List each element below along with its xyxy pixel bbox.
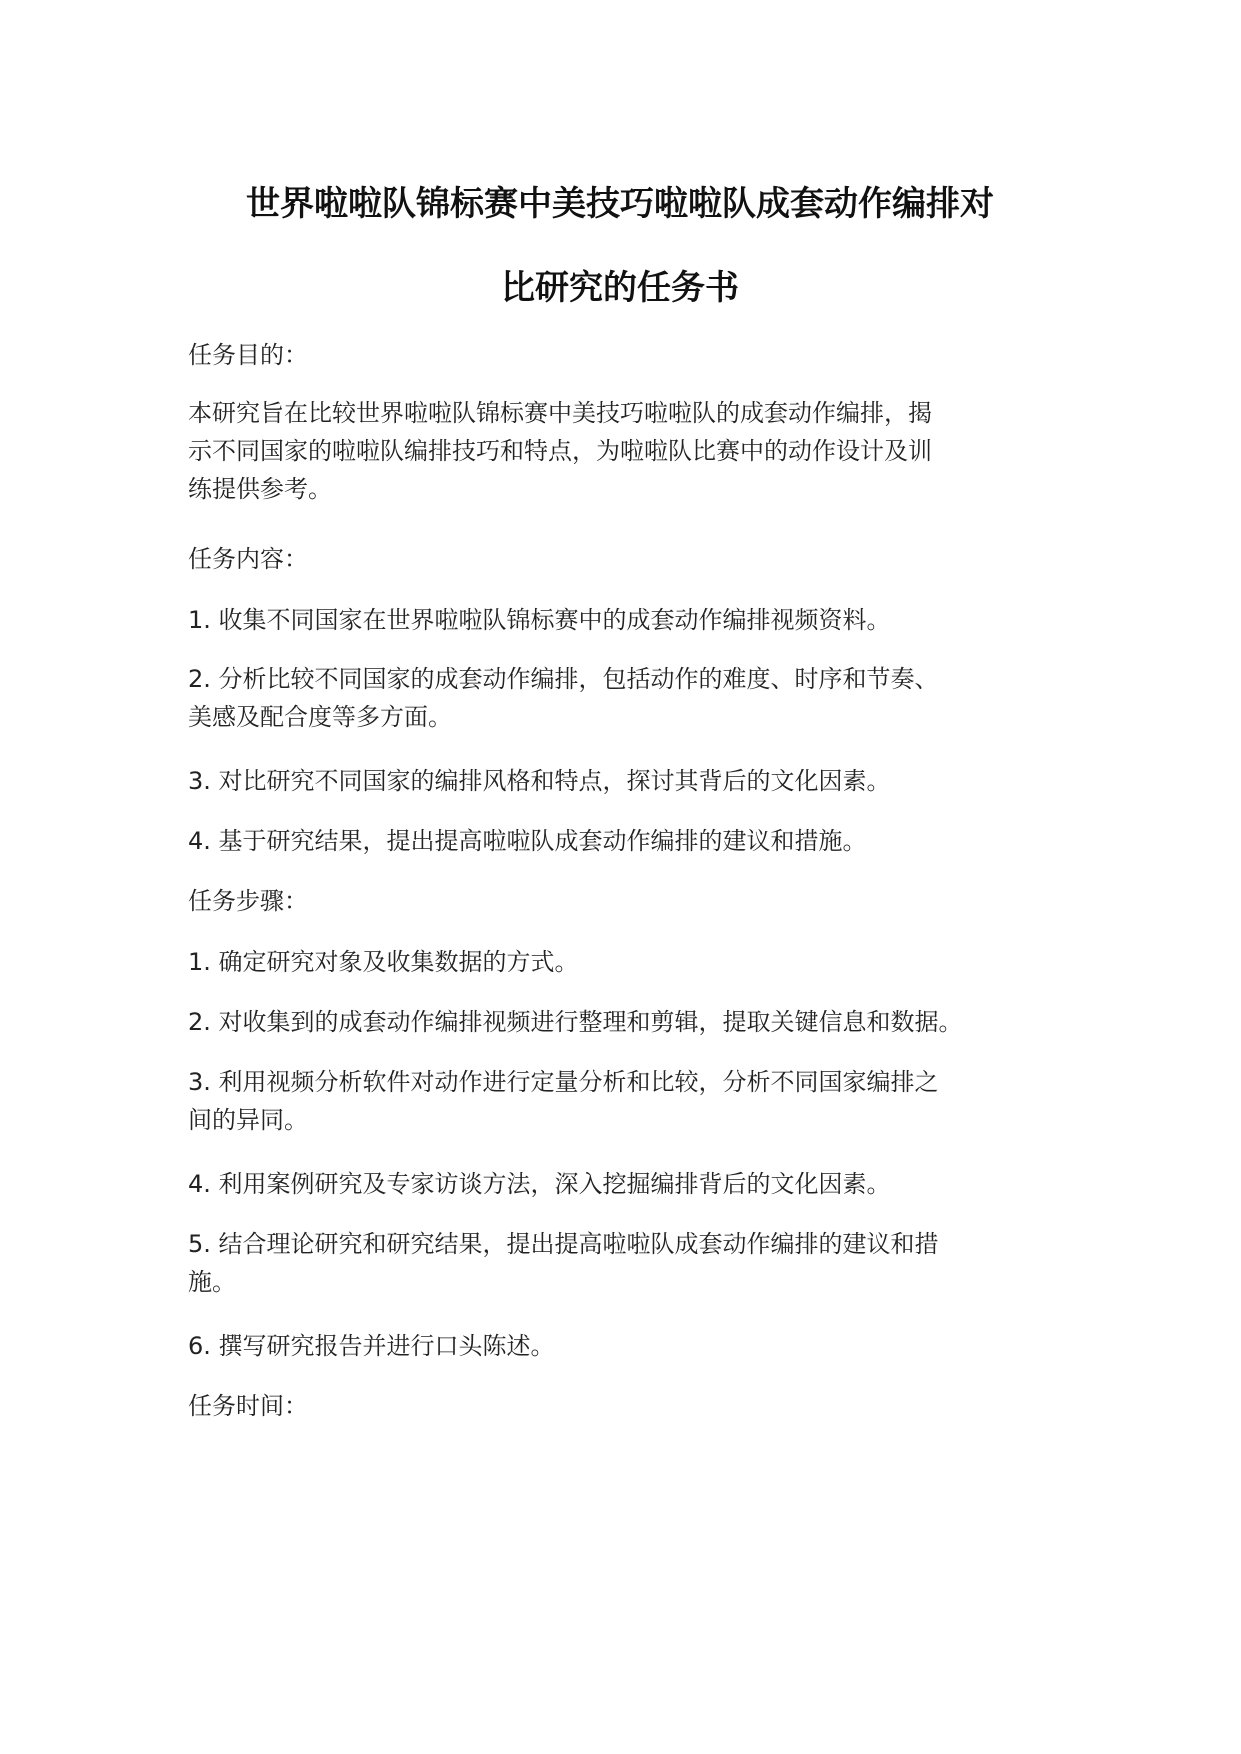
step-item-line: 1. 确定研究对象及收集数据的方式。 — [188, 948, 579, 976]
content-item — [188, 660, 1088, 736]
content-item-line: 2. 分析比较不同国家的成套动作编排，包括动作的难度、时序和节奏、 — [188, 665, 939, 693]
content-item — [188, 601, 1088, 639]
time-heading: 任务时间： — [188, 1392, 308, 1420]
document-title-line1: 世界啦啦队锦标赛中美技巧啦啦队成套动作编排对 — [246, 184, 994, 224]
steps-heading: 任务步骤： — [188, 887, 308, 915]
step-item — [188, 1327, 1088, 1365]
purpose-line: 本研究旨在比较世界啦啦队锦标赛中美技巧啦啦队的成套动作编排，揭 — [188, 399, 932, 427]
step-item-line: 间的异同。 — [188, 1106, 308, 1134]
step-item — [188, 1003, 1088, 1041]
step-item — [188, 1063, 1088, 1139]
document-title-line2: 比研究的任务书 — [501, 268, 739, 308]
content-heading: 任务内容： — [188, 545, 308, 573]
step-item — [188, 943, 1088, 981]
step-item-line: 4. 利用案例研究及专家访谈方法，深入挖掘编排背后的文化因素。 — [188, 1170, 891, 1198]
step-item-line: 施。 — [188, 1268, 236, 1296]
purpose-line: 练提供参考。 — [188, 475, 332, 503]
step-item — [188, 1165, 1088, 1203]
purpose-paragraph — [188, 394, 1088, 508]
content-item-line: 美感及配合度等多方面。 — [188, 703, 452, 731]
content-item — [188, 822, 1088, 860]
step-item-line: 6. 撰写研究报告并进行口头陈述。 — [188, 1332, 555, 1360]
step-item-line: 2. 对收集到的成套动作编排视频进行整理和剪辑，提取关键信息和数据。 — [188, 1008, 963, 1036]
step-item — [188, 1225, 1088, 1301]
content-item-line: 4. 基于研究结果，提出提高啦啦队成套动作编排的建议和措施。 — [188, 827, 867, 855]
purpose-heading: 任务目的： — [188, 341, 308, 369]
content-item — [188, 762, 1088, 800]
content-item-line: 3. 对比研究不同国家的编排风格和特点，探讨其背后的文化因素。 — [188, 767, 891, 795]
step-item-line: 5. 结合理论研究和研究结果，提出提高啦啦队成套动作编排的建议和措 — [188, 1230, 939, 1258]
content-item-line: 1. 收集不同国家在世界啦啦队锦标赛中的成套动作编排视频资料。 — [188, 606, 891, 634]
step-item-line: 3. 利用视频分析软件对动作进行定量分析和比较，分析不同国家编排之 — [188, 1068, 939, 1096]
purpose-line: 示不同国家的啦啦队编排技巧和特点，为啦啦队比赛中的动作设计及训 — [188, 437, 932, 465]
